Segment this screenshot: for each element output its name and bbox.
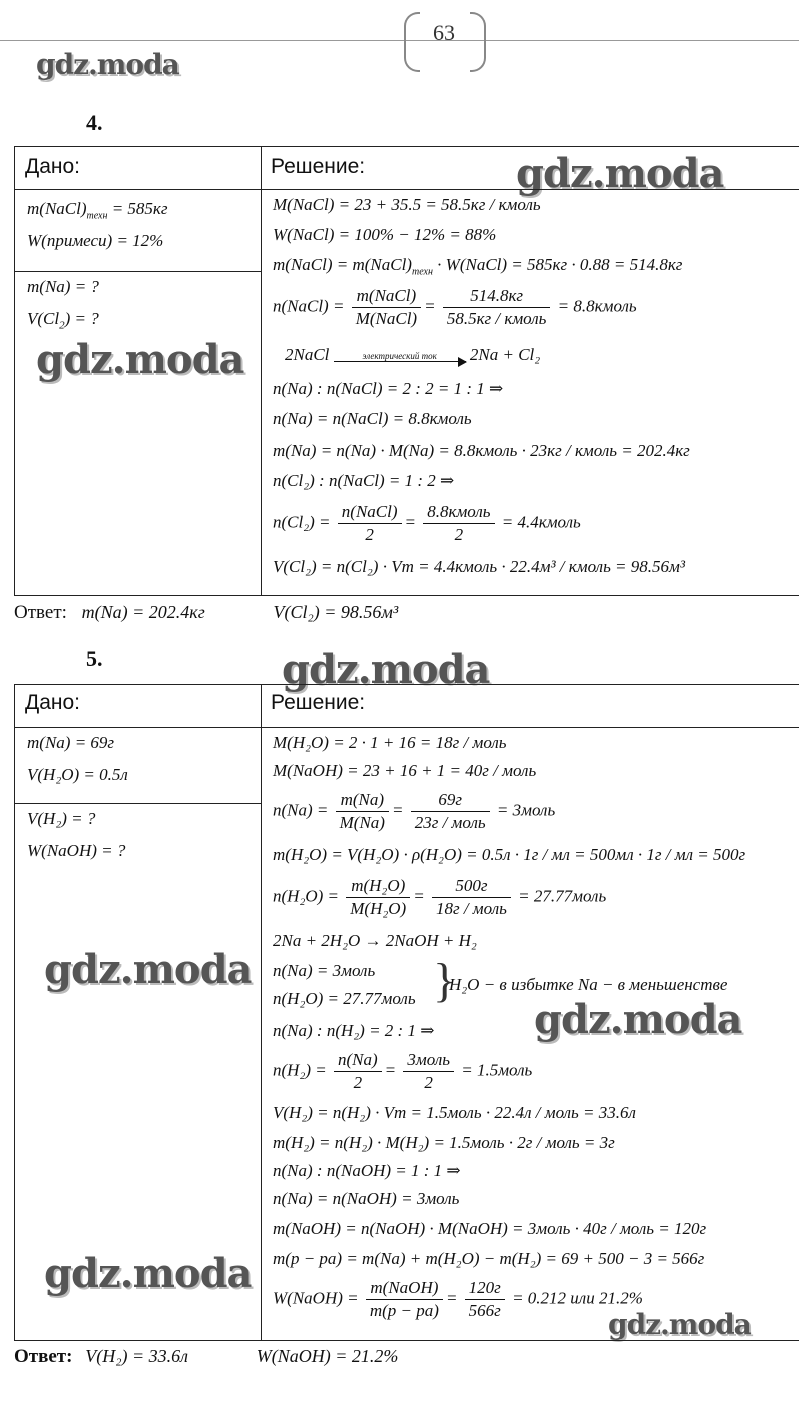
task-4-table xyxy=(14,146,799,596)
given-find-divider xyxy=(15,271,261,272)
curly-brace: } xyxy=(433,954,457,1007)
solution-line: m(p − pa) = m(Na) + m(H₂O) − m(H₂) = 69 + 500 − 3 = 566г xyxy=(273,1249,705,1268)
solution-line: m(NaOH) = n(NaOH) · M(NaOH) = 3моль · 40г / моль = 120г xyxy=(273,1219,707,1238)
page-number: 63 xyxy=(433,20,455,45)
watermark: gdz.moda xyxy=(608,1308,751,1341)
given-volume-water: V(H₂O) = 0.5л xyxy=(27,765,128,784)
watermark: gdz.moda xyxy=(44,1250,252,1297)
solution-line: n(Na) : n(NaOH) = 1 : 1 ⇒ xyxy=(273,1161,461,1180)
solution-line: M(NaOH) = 23 + 16 + 1 = 40г / моль xyxy=(273,761,537,780)
solution-fraction-line: W(NaOH) = $\frac{\text{m(NaOH)}}{m(p - pa)}$ = $\frac{120г}{566г}$ = 0.212 или 21.2% xyxy=(273,1278,643,1320)
header-divider xyxy=(15,189,799,190)
solution-line: V(Cl₂) = n(Cl₂) · Vm = 4.4кмоль · 22.4м³ / кмоль = 98.56м³ xyxy=(273,557,685,576)
solution-fraction-line: n(Cl₂) = $\frac{\text{n(NaCl)}}{2}$ = $\frac{\text{8.8кмоль}}{2}$ = 4.4кмоль xyxy=(273,502,581,544)
answer-fraction-naoh: W(NaOH) = 21.2% xyxy=(256,1346,399,1366)
given-header: Дано: xyxy=(25,691,81,714)
given-find-divider xyxy=(15,803,261,804)
task-5-table xyxy=(14,684,799,1341)
answer-mass-na: m(Na) = 202.4кг xyxy=(81,602,205,622)
task-5-number: 5. xyxy=(86,646,103,671)
reaction-equation: 2NaCl электрический ток 2Na + Cl₂ xyxy=(285,345,541,364)
find-fraction-naoh: W(NaOH) = ? xyxy=(27,841,126,860)
solution-line: M(NaCl) = 23 + 35.5 = 58.5кг / кмоль xyxy=(273,195,541,214)
answer-label: Ответ: xyxy=(14,602,67,623)
watermark: gdz.moda xyxy=(36,336,244,383)
given-header: Дано: xyxy=(25,155,81,178)
find-volume-cl2: $V(Cl_2)$ = ? xyxy=(27,309,99,332)
solution-header: Решение: xyxy=(271,691,366,714)
solution-fraction-line: n(H₂O) = $\frac{\text{m(H₂O)}}{\text{M(H₂O)}}$ = $\frac{500г}{\text{18г / моль}}$ = 27.77моль xyxy=(273,876,607,918)
solution-line: n(Na) : n(NaCl) = 2 : 2 = 1 : 1 ⇒ xyxy=(273,379,504,398)
column-divider xyxy=(261,147,262,595)
answer-volume-cl2: V(Cl₂) = 98.56м³ xyxy=(273,602,399,622)
find-volume-h2: V(H₂) = ? xyxy=(27,809,96,828)
task-4-answer xyxy=(14,602,398,624)
solution-line: n(Na) = 3моль xyxy=(273,961,376,980)
task-5-answer xyxy=(14,1346,398,1368)
given-mass-na: m(Na) = 69г xyxy=(27,733,115,752)
reaction-equation: 2Na + 2H₂O → 2NaOH + H₂ xyxy=(273,931,477,950)
solution-line: m(NaCl) = $m(NaCl)_{техн}$ · W(NaCl) = 585кг · 0.88 = 514.8кг xyxy=(273,255,683,278)
find-mass-na: m(Na) = ? xyxy=(27,277,99,296)
solution-fraction-line: n(NaCl) = $\frac{\text{m(NaCl)}}{\text{M(NaCl)}}$ = $\frac{514.8кг}{\text{58.5кг / кмоль}}$ = 8.8кмоль xyxy=(273,286,637,328)
solution-line: m(Na) = n(Na) · M(Na) = 8.8кмоль · 23кг / кмоль = 202.4кг xyxy=(273,441,690,460)
watermark: gdz.moda xyxy=(44,946,252,993)
header-rule xyxy=(0,40,799,41)
solution-line: V(H₂) = n(H₂) · Vm = 1.5моль · 22.4л / моль = 33.6л xyxy=(273,1103,636,1122)
solution-line: n(H₂O) = 27.77моль xyxy=(273,989,416,1008)
solution-fraction-line: n(H₂) = $\frac{n(Na)}{2}$ = $\frac{\text{3моль}}{2}$ = 1.5моль xyxy=(273,1050,533,1092)
solution-line: H₂O − в избытке Na − в меньшенстве xyxy=(449,975,728,994)
task-4-number: 4. xyxy=(86,110,103,135)
watermark: gdz.moda xyxy=(282,646,490,693)
given-impurity: W(примеси) = 12% xyxy=(27,231,164,250)
solution-line: m(H₂O) = V(H₂O) · ρ(H₂O) = 0.5л · 1г / мл = 500мл · 1г / мл = 500г xyxy=(273,845,746,864)
solution-line: n(Cl₂) : n(NaCl) = 1 : 2 ⇒ xyxy=(273,471,455,490)
solution-line: M(H₂O) = 2 · 1 + 16 = 18г / моль xyxy=(273,733,507,752)
solution-header: Решение: xyxy=(271,155,366,178)
page-number-bracket-right xyxy=(470,12,486,72)
watermark: gdz.moda xyxy=(534,996,742,1043)
solution-line: n(Na) = n(NaOH) = 3моль xyxy=(273,1189,460,1208)
solution-line: m(H₂) = n(H₂) · M(H₂) = 1.5моль · 2г / моль = 3г xyxy=(273,1133,615,1152)
watermark: gdz.moda xyxy=(36,48,179,81)
answer-label: Ответ: xyxy=(14,1346,73,1367)
header-divider xyxy=(15,727,799,728)
solution-line: n(Na) : n(H₂) = 2 : 1 ⇒ xyxy=(273,1021,435,1040)
solution-line: n(Na) = n(NaCl) = 8.8кмоль xyxy=(273,409,472,428)
solution-fraction-line: n(Na) = $\frac{m(Na)}{M(Na)}$ = $\frac{69г}{\text{23г / моль}}$ = 3моль xyxy=(273,790,556,832)
solution-line: W(NaCl) = 100% − 12% = 88% xyxy=(273,225,497,244)
answer-volume-h2: V(H₂) = 33.6л xyxy=(85,1346,188,1366)
given-mass-nacl: $m(NaCl)_{техн} = 585кг$ xyxy=(27,199,168,222)
column-divider xyxy=(261,685,262,1340)
watermark: gdz.moda xyxy=(516,150,724,197)
